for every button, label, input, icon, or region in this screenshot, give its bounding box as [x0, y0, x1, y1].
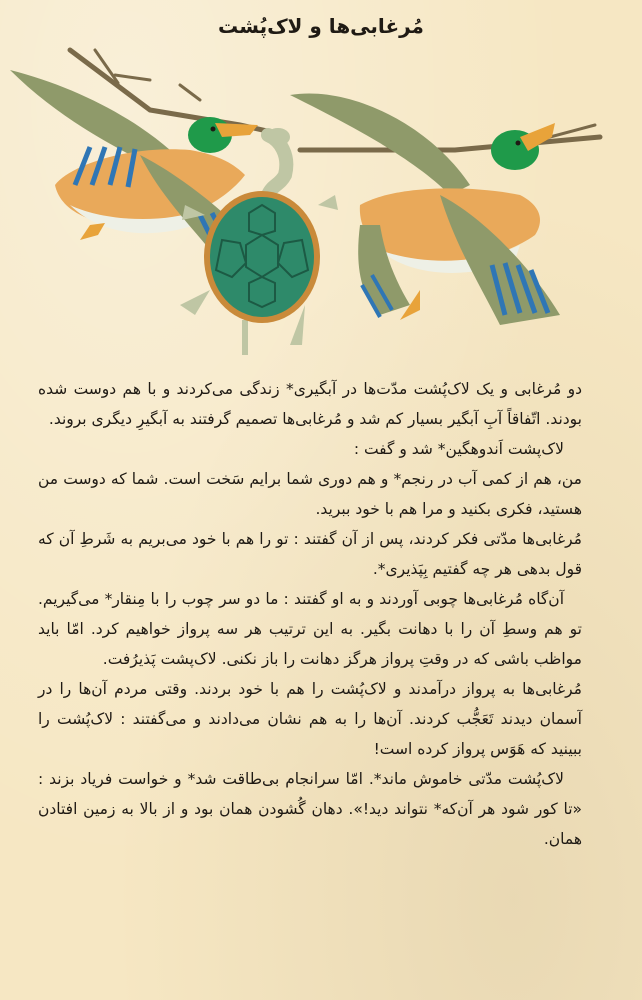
paragraph: من، هم از کمی آب در رنجم* و هم دوری شما برایم سَخت است. شما که دوست من هستید، فکری بکنید و مرا هم با خود ببرید. — [38, 470, 582, 518]
paragraph: لاک‌پشت اَندوهگین* شد و گفت : — [353, 440, 564, 458]
duck-icon — [290, 93, 560, 325]
paragraph: لاک‌پُشت مدّتی خاموش ماند*. امّا سرانجام بی‌طاقت شد* و خواست فریاد بزند : «تا کور شود هر آن‌که* نتواند دید!». دهان گُشودن همان بود و از بالا به زمین افتادن همان. — [38, 770, 582, 848]
paragraph: مُرغابی‌ها مدّتی فکر کردند، پس از آن گفتند : تو را هم با خود می‌بریم به شَرطِ آن که قول بدهی هر چه گفتیم بِپَذیری*. — [38, 530, 582, 578]
story-text — [38, 374, 582, 854]
paragraph: دو مُرغابی و یک لاک‌پُشت مدّت‌ها در آبگیری* زندگی می‌کردند و با هم دوست شده بودند. اتّفاقاً آبِ آبگیر بسیار کم شد و مُرغابی‌ها تصمیم گرفتند به آبگیرِ دیگری بروند. — [38, 380, 582, 428]
paragraph: آن‌گاه مُرغابی‌ها چوبی آوردند و به او گفتند : ما دو سر چوب را با مِنقار* می‌گیریم. تو هم وسطِ آن را با دهانت بگیر. به این ترتیب هر سه پرواز خواهیم کرد. امّا باید مواظب باشی که در وقتِ پرواز هرگز دهانت را باز نکنی. لاک‌پشت پَذیرُفت. — [38, 590, 582, 668]
story-illustration — [0, 45, 642, 375]
page-title: مُرغابی‌ها و لاک‌پُشت — [218, 14, 424, 38]
paragraph: مُرغابی‌ها به پرواز درآمدند و لاک‌پُشت را هم با خود بردند. وقتی مردم آن‌ها را در آسمان دیدند تَعَجُّب کردند. آن‌ها را به هم نشان می‌دادند و می‌گفتند : لاک‌پُشت را ببینید که هَوَس پرواز کرده است! — [38, 680, 582, 758]
branch-icon — [300, 125, 600, 150]
